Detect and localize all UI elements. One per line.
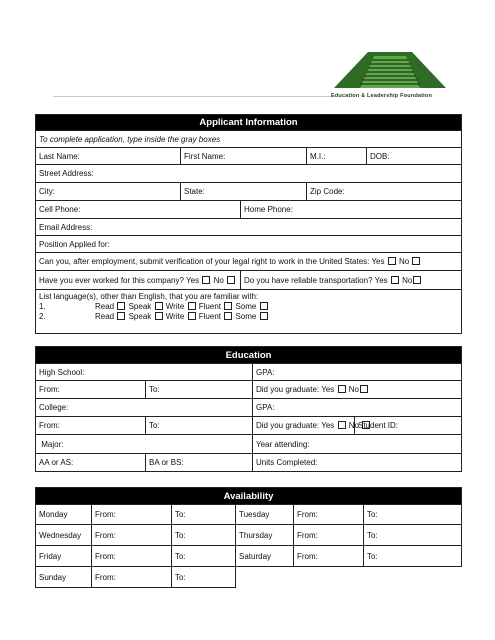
checkbox[interactable]: [224, 302, 232, 310]
hs-grad-no-checkbox[interactable]: [360, 385, 368, 393]
empty-cell: [294, 567, 364, 588]
hs-from-field[interactable]: From:: [36, 381, 146, 399]
logo-text: Education & Leadership Foundation: [331, 93, 433, 99]
major-field[interactable]: Major:: [36, 435, 253, 454]
position-field[interactable]: Position Applied for:: [36, 236, 462, 253]
checkbox[interactable]: [188, 312, 196, 320]
checkbox[interactable]: [117, 302, 125, 310]
to-field[interactable]: To:: [172, 546, 236, 567]
state-field[interactable]: State:: [181, 183, 307, 201]
applicant-info-title: Applicant Information: [36, 115, 462, 131]
to-field[interactable]: To:: [364, 525, 462, 546]
college-gpa-field[interactable]: GPA:: [253, 399, 462, 417]
checkbox[interactable]: [224, 312, 232, 320]
college-graduate-question: Did you graduate: Yes No: [253, 417, 355, 435]
transport-yes-checkbox[interactable]: [391, 276, 399, 284]
ba-bs-field[interactable]: BA or BS:: [146, 454, 253, 472]
from-field[interactable]: From:: [92, 525, 172, 546]
legal-yes-checkbox[interactable]: [388, 257, 396, 265]
to-field[interactable]: To:: [364, 546, 462, 567]
day-label: Monday: [36, 505, 92, 525]
applicant-info-table: [35, 114, 462, 334]
worked-yes-checkbox[interactable]: [202, 276, 210, 284]
transport-no-checkbox[interactable]: [413, 276, 421, 284]
college-from-field[interactable]: From:: [36, 417, 146, 435]
from-field[interactable]: From:: [92, 546, 172, 567]
languages-field: [36, 290, 462, 334]
day-label: Wednesday: [36, 525, 92, 546]
availability-title: Availability: [36, 488, 462, 505]
hs-gpa-field[interactable]: GPA:: [253, 364, 462, 381]
street-address-field[interactable]: Street Address:: [36, 165, 462, 183]
student-id-field[interactable]: Student ID:: [355, 417, 462, 435]
email-field[interactable]: Email Address:: [36, 219, 462, 236]
checkbox[interactable]: [117, 312, 125, 320]
from-field[interactable]: From:: [92, 505, 172, 525]
to-field[interactable]: To:: [172, 505, 236, 525]
last-name-field[interactable]: Last Name:: [36, 148, 181, 165]
year-attending-field[interactable]: Year attending:: [253, 435, 462, 454]
hs-to-field[interactable]: To:: [146, 381, 253, 399]
first-name-field[interactable]: First Name:: [181, 148, 307, 165]
day-label: Saturday: [236, 546, 294, 567]
checkbox[interactable]: [260, 302, 268, 310]
checkbox[interactable]: [155, 302, 163, 310]
checkbox[interactable]: [155, 312, 163, 320]
transportation-question: Do you have reliable transportation? Yes No: [241, 271, 462, 290]
worked-no-checkbox[interactable]: [227, 276, 235, 284]
units-completed-field[interactable]: Units Completed:: [253, 454, 462, 472]
from-field[interactable]: From:: [92, 567, 172, 588]
home-phone-field[interactable]: Home Phone:: [241, 201, 462, 219]
header-divider: [53, 96, 331, 97]
availability-table: [35, 487, 462, 588]
dob-field[interactable]: DOB:: [367, 148, 462, 165]
checkbox[interactable]: [188, 302, 196, 310]
language-row: 2. Read Speak Write Fluent Some: [39, 312, 458, 322]
from-field[interactable]: From:: [294, 546, 364, 567]
legal-no-checkbox[interactable]: [412, 257, 420, 265]
languages-intro: List language(s), other than English, that you are familiar with:: [39, 292, 259, 301]
worked-before-question: Have you ever worked for this company? Yes No: [36, 271, 241, 290]
mi-field[interactable]: M.I.:: [307, 148, 367, 165]
cell-phone-field[interactable]: Cell Phone:: [36, 201, 241, 219]
empty-cell: [236, 567, 294, 588]
instructions-text: To complete application, type inside the gray boxes: [36, 131, 462, 148]
college-to-field[interactable]: To:: [146, 417, 253, 435]
to-field[interactable]: To:: [172, 567, 236, 588]
education-table: [35, 346, 462, 472]
high-school-field[interactable]: High School:: [36, 364, 253, 381]
language-row: 1. Read Speak Write Fluent Some: [39, 302, 458, 312]
hs-grad-yes-checkbox[interactable]: [338, 385, 346, 393]
day-label: Tuesday: [236, 505, 294, 525]
empty-cell: [364, 567, 462, 588]
hs-graduate-question: Did you graduate: Yes No: [253, 381, 462, 399]
day-label: Thursday: [236, 525, 294, 546]
education-title: Education: [36, 347, 462, 364]
legal-right-question: Can you, after employment, submit verification of your legal right to work in the United States: Yes No: [36, 253, 462, 271]
from-field[interactable]: From:: [294, 525, 364, 546]
to-field[interactable]: To:: [172, 525, 236, 546]
day-label: Sunday: [36, 567, 92, 588]
day-label: Friday: [36, 546, 92, 567]
city-field[interactable]: City:: [36, 183, 181, 201]
zip-code-field[interactable]: Zip Code:: [307, 183, 462, 201]
college-grad-yes-checkbox[interactable]: [338, 421, 346, 429]
aa-as-field[interactable]: AA or AS:: [36, 454, 146, 472]
checkbox[interactable]: [260, 312, 268, 320]
college-field[interactable]: College:: [36, 399, 253, 417]
to-field[interactable]: To:: [364, 505, 462, 525]
from-field[interactable]: From:: [294, 505, 364, 525]
